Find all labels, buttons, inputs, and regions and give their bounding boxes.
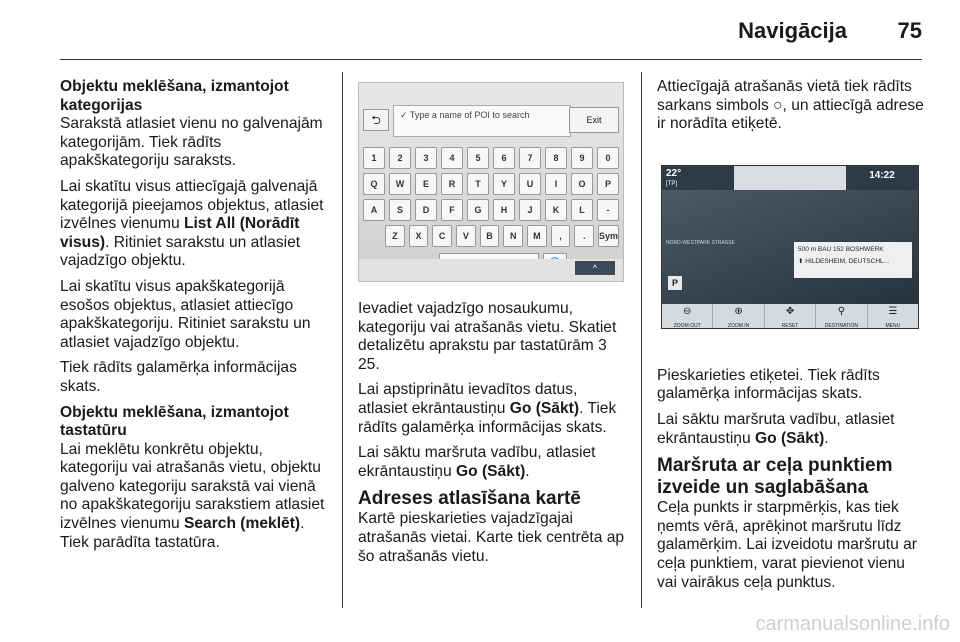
street-name: NORD-WESTPARK STRASSE <box>666 239 735 246</box>
key[interactable]: N <box>503 225 523 247</box>
keyboard-screenshot <box>358 82 624 282</box>
key[interactable]: 5 <box>467 147 489 169</box>
key[interactable]: , <box>551 225 571 247</box>
key[interactable]: I <box>545 173 567 195</box>
page-header <box>0 0 960 60</box>
key[interactable]: Y <box>493 173 515 195</box>
map-view[interactable] <box>662 190 918 306</box>
keyboard-bottom-bar <box>359 259 623 281</box>
zoom-in-button[interactable]: ⊕ ZOOM IN <box>713 304 764 328</box>
paragraph: Tiek rādīts galamērķa informācijas skats. <box>60 359 297 395</box>
key[interactable]: A <box>363 199 385 221</box>
key[interactable]: F <box>441 199 463 221</box>
map-toolbar <box>734 166 846 190</box>
section-heading: Objektu meklēšana, izmantojot tastatūru <box>60 403 289 440</box>
chevron-up-icon[interactable]: ^ <box>575 261 615 275</box>
key[interactable]: R <box>441 173 463 195</box>
sym-key[interactable]: Sym <box>598 225 619 247</box>
key[interactable]: 9 <box>571 147 593 169</box>
watermark: carmanualsonline.info <box>755 613 950 635</box>
paragraph: Lai skatītu visus apakškategorijā esošos objektus, atlasiet attiecīgo apakškategoriju. Ritiniet sarakstu un atlasiet vajadzīgo objektu. <box>60 277 311 351</box>
map-bottom-bar <box>662 304 918 328</box>
key[interactable]: Q <box>363 173 385 195</box>
back-button[interactable]: ⮌ <box>363 109 389 131</box>
parking-icon: P <box>668 276 682 290</box>
destination-button[interactable]: ⚲ DESTINATION <box>816 304 867 328</box>
section-heading: Objektu meklēšana, izmantojot kategorijas <box>60 78 289 114</box>
key[interactable]: V <box>456 225 476 247</box>
key[interactable]: H <box>493 199 515 221</box>
key[interactable]: 6 <box>493 147 515 169</box>
key[interactable]: E <box>415 173 437 195</box>
section-heading: Maršruta ar ceļa punktiem izveide un saglabāšana <box>657 455 893 499</box>
key[interactable]: O <box>571 173 593 195</box>
key[interactable]: - <box>597 199 619 221</box>
key[interactable]: 0 <box>597 147 619 169</box>
key-row-numbers <box>363 147 619 169</box>
key[interactable]: J <box>519 199 541 221</box>
paragraph: Pieskarieties etiķetei. Tiek rādīts galamērķa informācijas skats. <box>657 366 880 403</box>
key-row-q <box>363 173 619 195</box>
clock-display: 14:22 <box>846 166 918 190</box>
paragraph: Lai sāktu maršruta vadību, atlasiet ekrāntaustiņu Go (Sākt). <box>358 444 596 480</box>
key[interactable]: X <box>409 225 429 247</box>
column-1 <box>60 78 328 559</box>
reset-button[interactable]: ✥ RESET <box>765 304 816 328</box>
column-divider-1 <box>342 72 343 608</box>
paragraph: Lai apstiprinātu ievadītos datus, atlasiet ekrāntaustiņu Go (Sākt). Tiek rādīts galamērķa informācijas skats. <box>358 381 617 436</box>
paragraph: Lai skatītu visus attiecīgajā galvenajā kategorijā pieejamos objektus, atlasiet izvēlnes vienumu List All (Norādīt visus). Ritiniet sarakstu un atlasiet vajadzīgo objektu. <box>60 177 324 270</box>
key[interactable]: U <box>519 173 541 195</box>
column-3 <box>657 78 925 599</box>
page-title: Navigācija <box>738 18 847 43</box>
page-number: 75 <box>897 18 922 43</box>
key[interactable]: Z <box>385 225 405 247</box>
temperature-display: 22° [TP] <box>662 166 734 190</box>
key[interactable]: W <box>389 173 411 195</box>
paragraph: Lai sāktu maršruta vadību, atlasiet ekrāntaustiņu Go (Sākt). <box>657 410 895 447</box>
paragraph: Kartē pieskarieties vajadzīgajai atrašanās vietai. Karte tiek centrēta ap šo atrašanās vietu. <box>358 510 625 565</box>
paragraph: Ceļa punkts ir starpmērķis, kas tiek ņemts vērā, aprēķinot maršrutu līdz galamērķim. Lai izveidotu maršrutu ar ceļa punktiem, varat pievienot vienu vai vairākus ceļa punktus. <box>657 499 917 591</box>
paragraph: Attiecīgajā atrašanās vietā tiek rādīts sarkans simbols ○, un attiecīgā adrese ir norādīta etiķetē. <box>657 78 924 133</box>
address-label[interactable]: 500 m BAU 152 BOSHWERK ⬆ HILDESHEIM, DEUTSCHL... <box>794 242 912 278</box>
column-2 <box>358 80 626 573</box>
key[interactable]: 1 <box>363 147 385 169</box>
paragraph: Sarakstā atlasiet vienu no galvenajām kategorijām. Tiek rādīts apakškategoriju saraksts. <box>60 115 323 170</box>
key[interactable]: M <box>527 225 547 247</box>
key[interactable]: 3 <box>415 147 437 169</box>
key[interactable]: 4 <box>441 147 463 169</box>
paragraph: Ievadiet vajadzīgo nosaukumu, kategoriju vai atrašanās vietu. Skatiet detalizētu aprakstu par tastatūrām 3 25. <box>358 300 617 373</box>
key[interactable]: D <box>415 199 437 221</box>
key[interactable]: T <box>467 173 489 195</box>
header-rule <box>60 59 922 60</box>
exit-button[interactable]: Exit <box>569 107 619 133</box>
key[interactable]: S <box>389 199 411 221</box>
key[interactable]: 7 <box>519 147 541 169</box>
key[interactable]: B <box>480 225 500 247</box>
key[interactable]: C <box>432 225 452 247</box>
menu-button[interactable]: ☰ MENU <box>885 305 901 329</box>
column-divider-2 <box>641 72 642 608</box>
key[interactable]: G <box>467 199 489 221</box>
section-heading: Adreses atlasīšana kartē <box>358 488 581 510</box>
key[interactable]: 8 <box>545 147 567 169</box>
key[interactable]: . <box>574 225 594 247</box>
key-row-z <box>385 225 619 247</box>
key[interactable]: K <box>545 199 567 221</box>
key[interactable]: P <box>597 173 619 195</box>
key[interactable]: 2 <box>389 147 411 169</box>
map-screenshot <box>657 141 923 347</box>
poi-search-input[interactable]: ✓ Type a name of POI to search <box>393 105 571 137</box>
key[interactable]: L <box>571 199 593 221</box>
key-row-a <box>363 199 619 221</box>
zoom-out-button[interactable]: ⊖ ZOOM OUT <box>662 304 713 328</box>
paragraph: Lai meklētu konkrētu objektu, kategoriju vai atrašanās vietu, objektu galveno kategoriju sarakstā vai vienā no apakškategoriju sarakstiem atlasiet izvēlnes vienumu Search (meklēt). Tiek parādīta tastatūra. <box>60 440 325 551</box>
